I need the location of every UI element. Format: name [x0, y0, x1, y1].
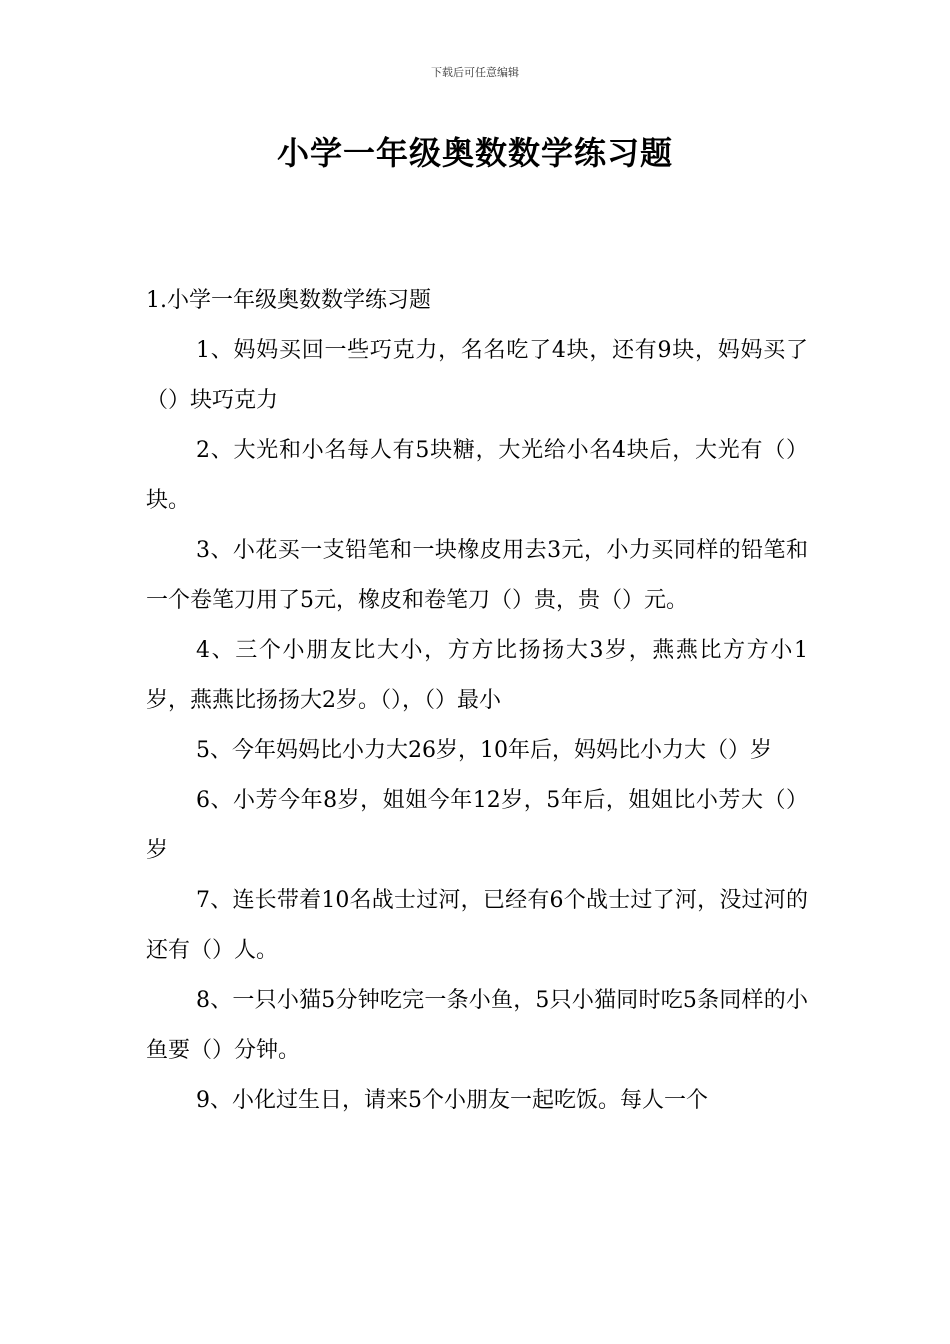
question-3: 3、小花买一支铅笔和一块橡皮用去3元，小力买同样的铅笔和一个卷笔刀用了5元，橡皮和卷笔刀（）贵，贵（）元。: [146, 538, 808, 613]
section-heading: 1.小学一年级奥数数学练习题: [146, 288, 431, 313]
question-7: 7、连长带着10名战士过河，已经有6个战士过了河，没过河的还有（）人。: [146, 888, 808, 963]
page-title: 小学一年级奥数数学练习题: [276, 134, 673, 172]
question-2: 2、大光和小名每人有5块糖，大光给小名4块后，大光有（）块。: [146, 438, 808, 513]
question-9: 9、小化过生日，请来5个小朋友一起吃饭。每人一个: [196, 1088, 708, 1113]
question-1: 1、妈妈买回一些巧克力，名名吃了4块，还有9块，妈妈买了（）块巧克力: [146, 338, 808, 413]
question-4: 4、三个小朋友比大小，方方比扬扬大3岁，燕燕比方方小1岁，燕燕比扬扬大2岁。（），（）最小: [146, 638, 808, 713]
question-5: 5、今年妈妈比小力大26岁，10年后，妈妈比小力大（）岁: [196, 738, 772, 763]
question-6: 6、小芳今年8岁，姐姐今年12岁，5年后，姐姐比小芳大（）岁: [146, 788, 808, 863]
header-note: 下载后可任意编辑: [431, 66, 519, 79]
document-body: [146, 276, 808, 1126]
question-8: 8、一只小猫5分钟吃完一条小鱼，5只小猫同时吃5条同样的小鱼要（）分钟。: [146, 988, 808, 1063]
